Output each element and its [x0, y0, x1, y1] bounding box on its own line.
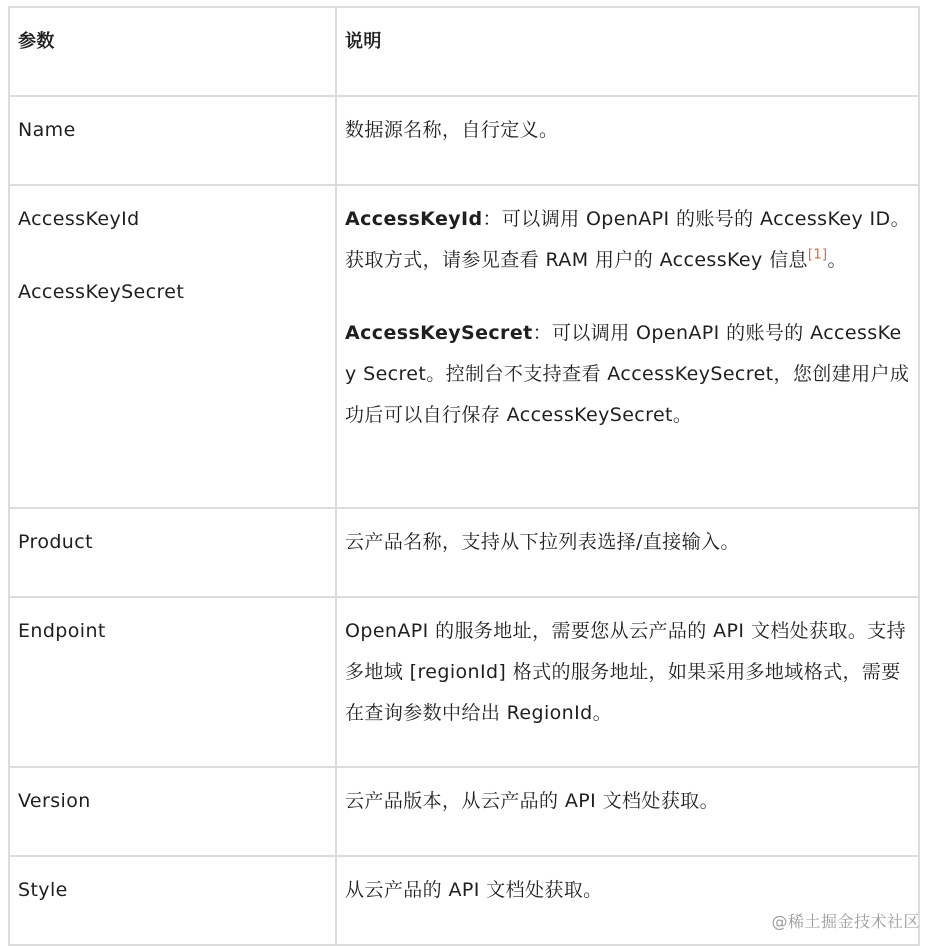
desc-cell — [336, 185, 919, 508]
param-cell — [9, 185, 336, 508]
watermark: @稀土掘金技术社区 — [771, 912, 920, 931]
param-cell: Product — [9, 508, 336, 597]
desc-access-key-id — [345, 199, 910, 281]
term-access-key-secret: AccessKeySecret — [345, 322, 533, 344]
desc-access-key-id-end: 。 — [827, 249, 847, 271]
table-row — [9, 185, 919, 508]
param-cell: Endpoint — [9, 597, 336, 767]
desc-cell: 云产品版本，从云产品的 API 文档处获取。 — [336, 767, 919, 856]
table-row — [9, 96, 919, 185]
desc-access-key-secret-text: ：可以调用 OpenAPI 的账号的 AccessKey Secret。控制台不支持查看 AccessKeySecret，您创建用户成功后可以自行保存 AccessKeySecret。 — [345, 322, 910, 426]
term-access-key-id: AccessKeyId — [345, 208, 483, 230]
table-row — [9, 508, 919, 597]
table-row — [9, 597, 919, 767]
desc-cell: 云产品名称，支持从下拉列表选择/直接输入。 — [336, 508, 919, 597]
parameters-table — [8, 6, 920, 946]
footnote-ref-link[interactable]: [1] — [807, 247, 828, 263]
desc-cell: 从云产品的 API 文档处获取。 — [336, 856, 919, 945]
table-header-row — [9, 7, 919, 96]
header-param: 参数 — [9, 7, 336, 96]
param-cell: Style — [9, 856, 336, 945]
param-cell: Version — [9, 767, 336, 856]
param-access-key-id: AccessKeyId — [18, 208, 140, 230]
header-desc: 说明 — [336, 7, 919, 96]
desc-access-key-secret — [345, 313, 910, 436]
desc-access-key-id-text: ：可以调用 OpenAPI 的账号的 AccessKey ID。获取方式，请参见查看 RAM 用户的 AccessKey 信息 — [345, 208, 910, 271]
param-access-key-secret: AccessKeySecret — [18, 281, 185, 303]
table-row — [9, 767, 919, 856]
desc-cell: 数据源名称，自行定义。 — [336, 96, 919, 185]
desc-cell: OpenAPI 的服务地址，需要您从云产品的 API 文档处获取。支持多地域 [regionId] 格式的服务地址，如果采用多地域格式，需要在查询参数中给出 RegionId。 — [336, 597, 919, 767]
param-cell: Name — [9, 96, 336, 185]
